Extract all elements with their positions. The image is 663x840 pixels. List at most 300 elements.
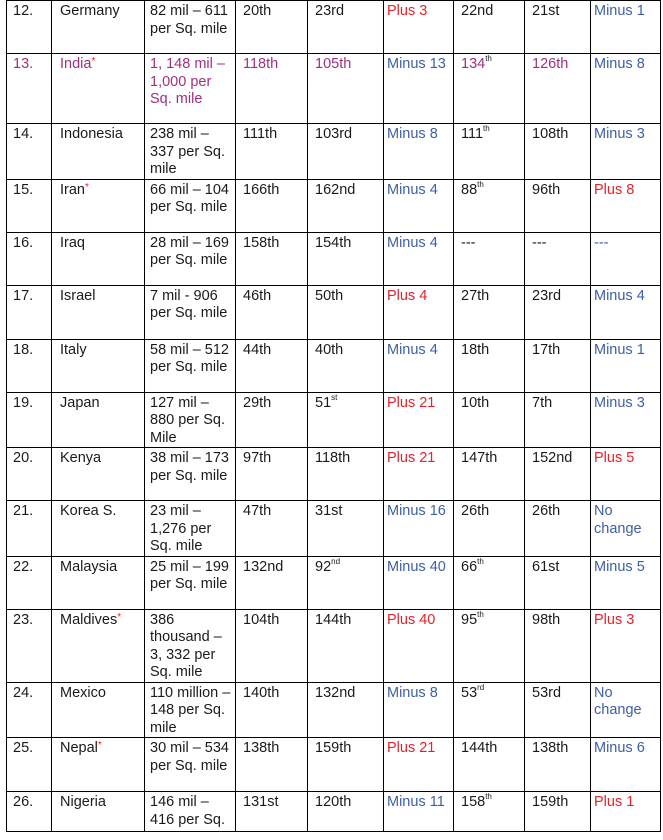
- change-cell-1: [384, 738, 454, 792]
- country-cell: [52, 738, 145, 792]
- country-cell: [52, 1, 145, 54]
- rank-value: 53: [461, 684, 478, 701]
- rank-cell-1: [236, 285, 308, 339]
- country-name: Indonesia: [60, 126, 123, 142]
- rank-cell-4: [525, 501, 591, 557]
- population-density: 58 mil – 512 per Sq. mile: [150, 341, 229, 375]
- rank-value: 47th: [243, 503, 272, 519]
- rank-cell-3: [454, 1, 525, 54]
- rank-cell-4: [525, 124, 591, 180]
- note-asterisk: *: [85, 181, 89, 193]
- rank-cell-4: [525, 1, 591, 54]
- rank-cell-4: [525, 556, 591, 609]
- rank-value: 18th: [461, 341, 490, 358]
- rank-value: 126th: [532, 56, 569, 72]
- rank-value: 23rd: [532, 287, 562, 304]
- country-cell: [52, 448, 145, 501]
- country-name: Nigeria: [60, 794, 106, 810]
- population-density: 38 mil – 173 per Sq. mile: [150, 450, 229, 484]
- change-value: Minus 1: [594, 341, 645, 358]
- population-density: 28 mil – 169 per Sq. mile: [150, 234, 229, 268]
- country-name: India: [60, 56, 92, 72]
- table-row: [7, 285, 661, 339]
- rank-number-cell: [7, 682, 52, 738]
- rank-value: 61st: [532, 558, 560, 575]
- rank-value: 154th: [315, 234, 352, 251]
- rank-value: 162nd: [315, 181, 356, 198]
- rank-value: 46th: [243, 287, 272, 304]
- rank-cell-2: [308, 179, 384, 232]
- rank-value: 138th: [532, 740, 569, 756]
- rank-cell-3: [454, 339, 525, 392]
- rank-number: 21.: [13, 503, 34, 519]
- rank-cell-3: [454, 392, 525, 448]
- change-value: Minus 4: [387, 341, 438, 358]
- rank-value: 118th: [315, 450, 351, 466]
- change-cell-1: [384, 124, 454, 180]
- change-value: Plus 40: [387, 611, 436, 628]
- rank-cell-1: [236, 179, 308, 232]
- change-value: Minus 4: [387, 234, 438, 251]
- country-name: Maldives: [60, 611, 118, 628]
- rank-cell-3: [454, 285, 525, 339]
- rank-cell-3: [454, 556, 525, 609]
- population-cell: [145, 285, 236, 339]
- ordinal-suffix: th: [485, 792, 492, 801]
- change-cell-2: [591, 285, 661, 339]
- change-cell-1: [384, 392, 454, 448]
- population-cell: [145, 448, 236, 501]
- change-cell-2: [591, 124, 661, 180]
- table-row: [7, 232, 661, 285]
- change-value: Plus 4: [387, 287, 428, 304]
- rank-value: 131st: [243, 794, 279, 810]
- note-asterisk: *: [97, 740, 102, 751]
- table-row: [7, 54, 661, 124]
- rank-number-cell: [7, 1, 52, 54]
- rank-value: 120th: [315, 794, 352, 810]
- ordinal-suffix: rd: [477, 682, 485, 692]
- country-name: Korea S.: [60, 503, 117, 519]
- rank-cell-2: [308, 501, 384, 557]
- rank-value: 22nd: [461, 3, 494, 19]
- rank-number: 24.: [13, 684, 34, 701]
- country-name: Malaysia: [60, 558, 118, 575]
- rank-value: 10th: [461, 394, 490, 411]
- rank-value: 159th: [315, 740, 352, 756]
- change-cell-1: [384, 448, 454, 501]
- country-name: Iran: [60, 181, 85, 198]
- country-name: Iraq: [60, 234, 85, 251]
- rank-cell-1: [236, 339, 308, 392]
- change-value: Plus 5: [594, 450, 635, 466]
- rank-value: 158: [461, 794, 486, 810]
- rank-cell-2: [308, 124, 384, 180]
- rank-cell-3: [454, 232, 525, 285]
- population-cell: [145, 179, 236, 232]
- rank-value: 29th: [243, 394, 272, 411]
- rank-value: 104th: [243, 611, 280, 628]
- rank-value: 159th: [532, 794, 569, 810]
- table-row: [7, 179, 661, 232]
- table-body: [7, 1, 661, 832]
- change-value: No change: [594, 503, 642, 537]
- rank-value: 95: [461, 611, 478, 628]
- country-name: Italy: [60, 341, 87, 358]
- rank-cell-1: [236, 392, 308, 448]
- rank-cell-4: [525, 682, 591, 738]
- rank-number: 23.: [13, 611, 34, 628]
- change-value: Plus 8: [594, 181, 635, 198]
- rank-value: 144th: [315, 611, 352, 628]
- rank-cell-3: [454, 792, 525, 832]
- change-value: Minus 16: [387, 503, 446, 519]
- rank-cell-1: [236, 609, 308, 682]
- rank-cell-2: [308, 54, 384, 124]
- rank-number: 13.: [13, 56, 34, 72]
- population-cell: [145, 609, 236, 682]
- rank-number-cell: [7, 392, 52, 448]
- rank-number-cell: [7, 339, 52, 392]
- table-row: [7, 1, 661, 54]
- rank-cell-2: [308, 339, 384, 392]
- rank-value: 23rd: [315, 3, 345, 19]
- change-cell-1: [384, 556, 454, 609]
- change-value: Minus 3: [594, 126, 645, 142]
- country-cell: [52, 682, 145, 738]
- change-value: Minus 6: [594, 740, 645, 756]
- rank-cell-1: [236, 124, 308, 180]
- rank-cell-2: [308, 738, 384, 792]
- table-row: [7, 392, 661, 448]
- country-name: Germany: [60, 3, 120, 19]
- rank-value: 132nd: [243, 558, 284, 575]
- population-cell: [145, 501, 236, 557]
- rank-cell-2: [308, 285, 384, 339]
- rank-value: 138th: [243, 740, 280, 756]
- ordinal-suffix: nd: [331, 556, 341, 566]
- rank-cell-2: [308, 392, 384, 448]
- change-value: No change: [594, 684, 642, 718]
- rank-value: 26th: [532, 503, 561, 519]
- rank-cell-2: [308, 1, 384, 54]
- country-cell: [52, 392, 145, 448]
- rank-value: 134: [461, 56, 486, 72]
- rank-cell-3: [454, 124, 525, 180]
- population-cell: [145, 792, 236, 832]
- rank-cell-4: [525, 339, 591, 392]
- rank-number: 12.: [13, 3, 34, 19]
- country-name: Mexico: [60, 684, 106, 701]
- rank-value: 26th: [461, 503, 490, 519]
- rank-cell-2: [308, 448, 384, 501]
- ordinal-suffix: st: [331, 392, 338, 402]
- change-value: Plus 21: [387, 394, 436, 411]
- change-cell-2: [591, 179, 661, 232]
- table-row: [7, 738, 661, 792]
- change-value: Minus 8: [387, 684, 438, 701]
- table-row: [7, 682, 661, 738]
- rank-value: 31st: [315, 503, 343, 519]
- population-density: 110 million – 148 per Sq. mile: [150, 684, 231, 736]
- rank-value: 51: [315, 394, 332, 411]
- population-cell: [145, 124, 236, 180]
- country-cell: [52, 501, 145, 557]
- rank-value: ---: [532, 234, 547, 251]
- rank-value: 105th: [315, 56, 352, 72]
- population-density: 386 thousand – 3, 332 per Sq. mile: [150, 611, 222, 680]
- ordinal-suffix: th: [485, 54, 492, 63]
- rank-value: 158th: [243, 234, 280, 251]
- change-cell-2: [591, 1, 661, 54]
- change-cell-2: [591, 54, 661, 124]
- rank-cell-3: [454, 179, 525, 232]
- rank-cell-3: [454, 501, 525, 557]
- rank-number: 25.: [13, 740, 34, 756]
- table-row: [7, 501, 661, 557]
- rank-cell-4: [525, 392, 591, 448]
- note-asterisk: *: [117, 611, 122, 623]
- change-cell-2: [591, 448, 661, 501]
- rank-value: 40th: [315, 341, 344, 358]
- rank-cell-1: [236, 738, 308, 792]
- rank-number-cell: [7, 501, 52, 557]
- country-cell: [52, 232, 145, 285]
- population-density: 127 mil – 880 per Sq. Mile: [150, 394, 225, 446]
- rank-cell-4: [525, 232, 591, 285]
- change-cell-1: [384, 54, 454, 124]
- change-cell-2: [591, 339, 661, 392]
- change-value: Minus 1: [594, 3, 645, 19]
- rank-value: 92: [315, 558, 332, 575]
- population-cell: [145, 54, 236, 124]
- population-density: 146 mil – 416 per Sq.: [150, 794, 225, 828]
- rank-number-cell: [7, 738, 52, 792]
- rank-number: 26.: [13, 794, 34, 810]
- change-cell-1: [384, 1, 454, 54]
- country-cell: [52, 285, 145, 339]
- rank-cell-3: [454, 54, 525, 124]
- rank-number: 14.: [13, 126, 34, 142]
- change-cell-1: [384, 792, 454, 832]
- change-value: Plus 21: [387, 450, 436, 466]
- country-cell: [52, 556, 145, 609]
- rank-value: 118th: [243, 56, 279, 72]
- change-value: Plus 3: [594, 611, 635, 628]
- rank-cell-1: [236, 232, 308, 285]
- change-value: Minus 4: [594, 287, 645, 304]
- change-value: Plus 3: [387, 3, 428, 19]
- rank-value: 132nd: [315, 684, 356, 701]
- rank-number: 19.: [13, 394, 34, 411]
- change-value: Minus 8: [387, 126, 438, 142]
- rank-cell-1: [236, 792, 308, 832]
- rank-number-cell: [7, 54, 52, 124]
- country-cell: [52, 124, 145, 180]
- rank-value: 27th: [461, 287, 490, 304]
- rank-cell-4: [525, 792, 591, 832]
- rank-cell-3: [454, 682, 525, 738]
- rank-cell-3: [454, 609, 525, 682]
- table-row: [7, 556, 661, 609]
- population-cell: [145, 1, 236, 54]
- rank-number-cell: [7, 609, 52, 682]
- change-cell-1: [384, 232, 454, 285]
- rank-value: 147th: [461, 450, 498, 466]
- rank-number: 15.: [13, 181, 34, 198]
- table-row: [7, 448, 661, 501]
- rank-cell-1: [236, 501, 308, 557]
- rank-value: 88: [461, 181, 478, 198]
- change-cell-1: [384, 682, 454, 738]
- population-cell: [145, 232, 236, 285]
- change-value: Minus 8: [594, 56, 645, 72]
- rank-number-cell: [7, 448, 52, 501]
- change-cell-1: [384, 179, 454, 232]
- rank-cell-2: [308, 682, 384, 738]
- country-name: Kenya: [60, 450, 102, 466]
- population-density: 66 mil – 104 per Sq. mile: [150, 181, 229, 215]
- note-asterisk: *: [91, 56, 96, 67]
- change-value: ---: [594, 234, 609, 251]
- table-row: [7, 124, 661, 180]
- rank-value: 50th: [315, 287, 344, 304]
- ordinal-suffix: th: [483, 124, 490, 133]
- rank-value: ---: [461, 234, 476, 251]
- rank-number-cell: [7, 556, 52, 609]
- population-density: 1, 148 mil – 1,000 per Sq. mile: [150, 56, 225, 107]
- population-cell: [145, 339, 236, 392]
- change-cell-2: [591, 609, 661, 682]
- rank-number: 20.: [13, 450, 34, 466]
- change-cell-2: [591, 792, 661, 832]
- population-density: 23 mil – 1,276 per Sq. mile: [150, 503, 212, 554]
- rank-value: 17th: [532, 341, 561, 358]
- rank-cell-4: [525, 738, 591, 792]
- rank-number-cell: [7, 124, 52, 180]
- change-value: Minus 40: [387, 558, 446, 575]
- rank-number: 18.: [13, 341, 34, 358]
- rank-value: 108th: [532, 126, 569, 142]
- rank-cell-4: [525, 285, 591, 339]
- country-name: Israel: [60, 287, 96, 304]
- change-value: Minus 13: [387, 56, 446, 72]
- rank-value: 97th: [243, 450, 272, 466]
- rank-number-cell: [7, 179, 52, 232]
- rank-cell-4: [525, 609, 591, 682]
- rank-cell-1: [236, 682, 308, 738]
- population-density: 82 mil – 611 per Sq. mile: [150, 3, 228, 37]
- table-row: [7, 609, 661, 682]
- rank-number: 22.: [13, 558, 34, 575]
- rank-cell-4: [525, 179, 591, 232]
- country-name: Japan: [60, 394, 100, 411]
- population-density: 238 mil – 337 per Sq. mile: [150, 126, 225, 177]
- change-value: Minus 5: [594, 558, 645, 575]
- rank-number-cell: [7, 792, 52, 832]
- change-value: Minus 4: [387, 181, 438, 198]
- country-cell: [52, 179, 145, 232]
- rank-cell-1: [236, 54, 308, 124]
- change-cell-2: [591, 392, 661, 448]
- rank-value: 66: [461, 558, 478, 575]
- rank-value: 44th: [243, 341, 272, 358]
- rank-cell-3: [454, 448, 525, 501]
- change-cell-1: [384, 609, 454, 682]
- change-cell-2: [591, 501, 661, 557]
- rank-value: 166th: [243, 181, 280, 198]
- rank-value: 152nd: [532, 450, 573, 466]
- population-cell: [145, 738, 236, 792]
- change-cell-2: [591, 232, 661, 285]
- population-cell: [145, 392, 236, 448]
- rank-number-cell: [7, 232, 52, 285]
- rank-cell-4: [525, 54, 591, 124]
- population-density: 7 mil - 906 per Sq. mile: [150, 287, 228, 321]
- population-density: 30 mil – 534 per Sq. mile: [150, 740, 229, 774]
- change-cell-2: [591, 682, 661, 738]
- change-cell-1: [384, 285, 454, 339]
- rank-value: 21st: [532, 3, 560, 19]
- rank-value: 144th: [461, 740, 498, 756]
- rank-cell-1: [236, 1, 308, 54]
- change-value: Plus 21: [387, 740, 436, 756]
- population-density: 25 mil – 199 per Sq. mile: [150, 558, 229, 592]
- rank-cell-3: [454, 738, 525, 792]
- rank-cell-1: [236, 556, 308, 609]
- country-cell: [52, 339, 145, 392]
- change-cell-1: [384, 339, 454, 392]
- table-row: [7, 339, 661, 392]
- change-cell-1: [384, 501, 454, 557]
- rank-value: 103rd: [315, 126, 353, 142]
- rank-cell-2: [308, 232, 384, 285]
- rank-value: 111th: [243, 126, 278, 142]
- population-cell: [145, 556, 236, 609]
- rank-value: 53rd: [532, 684, 562, 701]
- change-value: Minus 3: [594, 394, 645, 411]
- rank-value: 140th: [243, 684, 280, 701]
- ordinal-suffix: th: [477, 609, 484, 619]
- rank-number: 16.: [13, 234, 34, 251]
- rank-value: 7th: [532, 394, 553, 411]
- change-value: Plus 1: [594, 794, 635, 810]
- ordinal-suffix: th: [477, 179, 484, 189]
- change-cell-2: [591, 556, 661, 609]
- rank-number: 17.: [13, 287, 34, 304]
- population-cell: [145, 682, 236, 738]
- country-ranking-table: [6, 0, 661, 832]
- table-row: [7, 792, 661, 832]
- rank-cell-2: [308, 609, 384, 682]
- country-cell: [52, 609, 145, 682]
- rank-number-cell: [7, 285, 52, 339]
- country-cell: [52, 54, 145, 124]
- rank-value: 96th: [532, 181, 561, 198]
- ordinal-suffix: th: [477, 556, 484, 566]
- country-name: Nepal: [60, 740, 98, 756]
- change-value: Minus 11: [387, 794, 445, 810]
- rank-cell-2: [308, 556, 384, 609]
- change-cell-2: [591, 738, 661, 792]
- country-cell: [52, 792, 145, 832]
- rank-cell-4: [525, 448, 591, 501]
- rank-value: 111: [461, 126, 484, 142]
- rank-cell-1: [236, 448, 308, 501]
- rank-value: 98th: [532, 611, 561, 628]
- rank-cell-2: [308, 792, 384, 832]
- rank-value: 20th: [243, 3, 272, 19]
